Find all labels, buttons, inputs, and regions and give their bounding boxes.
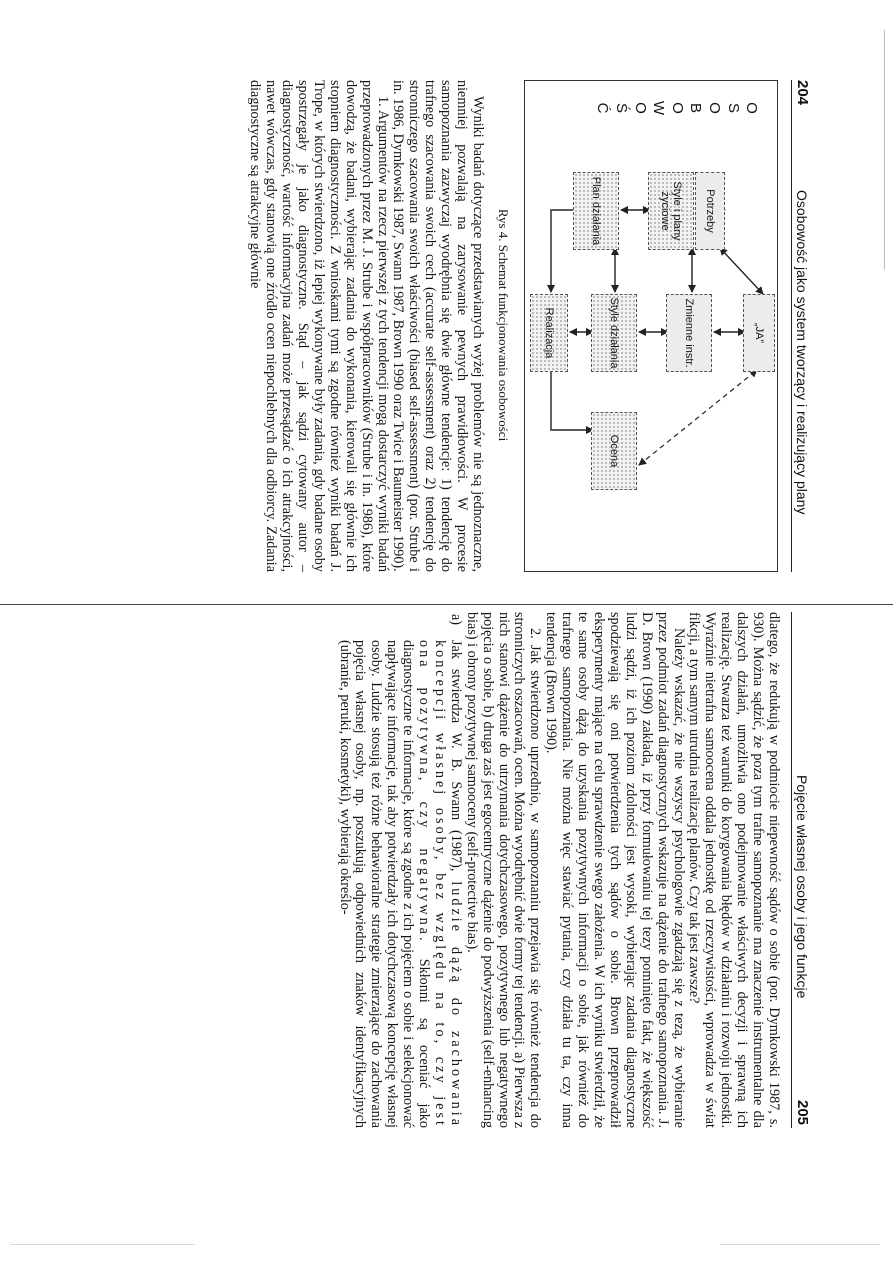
arrow-plan-realizacja: [551, 210, 575, 292]
arrow-realizacja-ocena: [551, 372, 593, 430]
running-head-left: Osobowość jako system tworzący i realizujący plany: [794, 190, 810, 515]
box-realizacja: Realizacja: [530, 294, 568, 372]
gutter-line: [0, 604, 893, 605]
page-number-204: 204: [794, 80, 811, 106]
acronym-letter: S: [725, 102, 742, 113]
list-intro: Jak stwierdza W. B. Swann (1987),: [447, 640, 464, 872]
box-ocena: Ocena: [591, 412, 637, 490]
list-item-a: [336, 612, 463, 1128]
acronym-letter: W: [650, 100, 667, 116]
box-zmienne-instr: Zmienne instr.: [666, 294, 712, 372]
acronym-letter: O: [706, 102, 723, 114]
paragraph: 1. Argumentów na rzecz pierwszej z tych tendencji mogą dostarczyć wyniki badań przeprowadzonych przez M. J. Strube i współpracowników (Strube i in. 1986), które dowodzą, że badani, wybierając zadania do wykonania, kierowali się głównie ich stopniem diagnostyczności. Z wnioskami tymi są zgodne również wyniki badań J. Trope, w których stwierdzono, iż lepiej wykonywane były zadania, gdy badane osoby spostrzegały je jako diagnostyczne. Stąd – jak sądzi cytowany autor – diagnostyczność, wartość informacyjna zadań może przesądzać o ich atrakcyjności, nawet wówczas, gdy stanowią one źródło ocen niepochlebnych dla odbiorcy. Zadania diagnostyczne są atrakcyjne głównie: [247, 80, 391, 572]
acronym-letter: Ć: [594, 102, 611, 114]
acronym-letter: O: [743, 102, 760, 114]
running-head-right: Pojęcie własnej osoby i jego funkcje: [794, 775, 810, 999]
arrow-ja-potrzeby: [720, 248, 763, 294]
acronym-letter: B: [687, 102, 704, 113]
box-potrzeby: Potrzeby: [695, 172, 725, 250]
acronym-letter: O: [632, 102, 649, 114]
paragraph: dlatego, że redukują w podmiocie niepewność sądów o sobie (por. Dymkowski 1987, s. 930). Można sądzić, że poza tym trafne samopoznanie ma znaczenie instrumentalne dla dalszych działań, umożliwia ono podejmowanie właściwych decyzji i sprawną ich realizację. Stwarza też warunki do korygowania błędów w działaniu i rozwoju jednostki. Wyraźnie nietrafna samoocena oddala jednostkę od rzeczywistości, wprowadza w świat fikcji, a tym samym utrudnia realizację planów. Czy tak jest zawsze?: [686, 612, 782, 1128]
list-rest: Skłonni są oceniać jako diagnostyczne te informacje, które są zgodne z ich pojęciem o sobie i selekcjonować napływające informacje, tak aby potwierdzały ich dotychczasową koncepcję własnej osoby. Ludzie stosują też różne behawioralne strategie zmierzające do zachowania pojęcia własnej osoby, np. poszukują odpowiednich znaków identyfikacyjnych (ubranie, peruki, kosmetyki), wybierają określo-: [336, 640, 433, 1128]
box-style-plany: Style i plany życiowe: [648, 172, 694, 250]
right-body-text: [336, 612, 781, 1128]
figure-caption: Rys 4. Schemat funkcjonowania osobowości: [496, 208, 511, 442]
list-spaced-text: ludzie dążą do zachowania koncepcji własnej osoby, bez względu na to, czy jest ona pozytywna, czy negatywna.: [416, 640, 464, 1129]
box-ja: „JA”: [743, 294, 775, 372]
box-style-dzialania: Style działania: [591, 294, 637, 372]
arrow-ocena-ja-dashed: [639, 370, 757, 465]
acronym-letter: O: [669, 102, 686, 114]
acronym-letter: Ś: [613, 102, 630, 113]
list-marker: a): [447, 614, 464, 626]
paragraph: Wyniki badań dotyczące przedstawianych wyżej problemów nie są jednoznaczne, niemniej pozwalają na zarysowanie pewnych prawidłowości. W procesie samopoznania zazwyczaj wyodrębnia się dwie główne tendencje: 1) tendencję do trafnego szacowania swoich cech (accurate self-assessment) oraz 2) tendencję do stronniczego szacowania swoich właściwości (biased self-assessment) (por. Strube i in. 1986, Dymkowski 1987, Swann 1987, Brown 1990 oraz Twice i Baumeister 1990).: [390, 80, 486, 572]
box-plan-dzialania: Plan działania: [573, 172, 619, 250]
paragraph: Należy wskazać, że nie wszyscy psychologowie zgadzają się z tezą, że wybieranie przez podmiot zadań diagnostycznych wskazuje na dążenie do trafnego samopoznania. J. D. Brown (1990) zakłada, iż przy formułowaniu tej tezy pominięto fakt, że większość ludzi sądzi, iż ich poziom zdolności jest wysoki, wybierając zadania diagnostyczne spodziewają się oni potwierdzenia tych sądów o sobie. Brown przeprowadził eksperymenty mające na celu sprawdzenie swego założenia. W ich wyniku stwierdził, że te same osoby dążą do uzyskania pozytywnych informacji o sobie, jak również do trafnego samopoznania. Nie można więc stawiać pytania, czy działa tu ta, czy inna tendencja (Brown 1990).: [543, 612, 687, 1128]
header-rule-right: [791, 612, 792, 1128]
left-body-text: [246, 80, 485, 572]
paragraph: 2. Jak stwierdzono uprzednio, w samopoznaniu przejawia się również tendencja do stronniczych oszacowań, ocen. Można wyodrębnić dwie formy tej tendencji. a) Pierwsza z nich stanowi dążenie do utrzymania dotychczasowego, pozytywnego lub negatywnego pojęcia o sobie, b) druga zaś jest egocentryczne dążenie do podwyższenia (self-enhancing bias) i obrony pozytywnej samooceny (self-protective bias).: [463, 612, 544, 1128]
page-number-205: 205: [794, 1100, 811, 1126]
